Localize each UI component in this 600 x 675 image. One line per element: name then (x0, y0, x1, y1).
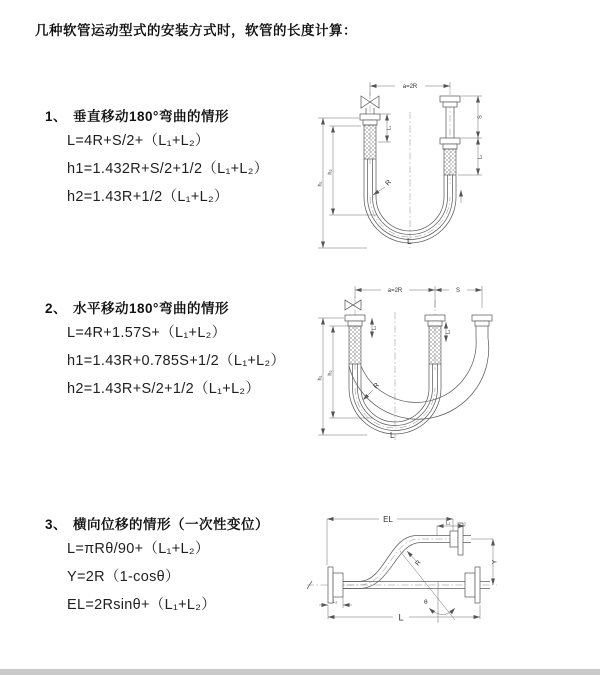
angle-construction (400, 551, 455, 623)
centerlines (355, 296, 435, 440)
dim-label-theta: θ (424, 599, 428, 606)
dim-label-r: R (372, 381, 381, 391)
formula-line: L=4R+1.57S+（L₁+L₂） (67, 325, 227, 341)
section-2 (45, 299, 285, 403)
formula-line: L=4R+S/2+（L₁+L₂） (67, 133, 210, 149)
dim-label-h2: h₂ (327, 370, 334, 376)
hose-fixed-end (360, 114, 380, 197)
page-bottom-strip (0, 669, 600, 675)
dim-label-r: R (414, 559, 423, 568)
formula-line: Y=2R（1-cosθ） (67, 569, 180, 585)
u-bend-moved (349, 338, 489, 419)
dim-label-l2: L₂ (445, 329, 452, 335)
formula-line: L=πRθ/90+（L₁+L₂） (67, 541, 210, 557)
hose-moving-end (440, 96, 461, 203)
dim-label-l1: L₁ (386, 125, 393, 131)
formula-line: h2=1.43R+1/2（L₁+L₂） (67, 189, 229, 205)
diagram-vertical-bend (315, 72, 505, 250)
dim-label-h1: h₁ (317, 375, 324, 381)
section-2-number: 2、 (45, 301, 68, 316)
dim-label-l2: L₂ (332, 599, 338, 605)
section-3-heading (45, 515, 269, 535)
diagram-lateral-displacement (305, 505, 505, 630)
section-1 (45, 107, 269, 211)
valve-icon (345, 300, 361, 310)
diagram-horizontal-bend (315, 278, 505, 445)
section-3 (45, 515, 269, 619)
dim-label-l: L (407, 236, 412, 246)
page-title: 几种软管运动型式的安装方式时，软管的长度计算： (35, 23, 357, 38)
section-3-number: 3、 (45, 517, 68, 532)
section-2-heading (45, 299, 285, 319)
dim-label-h2: h₂ (327, 169, 334, 175)
dim-label-s: S (455, 288, 461, 295)
dim-label-a2r: a=2R (402, 84, 418, 91)
formula-line: h2=1.43R+S/2+1/2（L₁+L₂） (67, 381, 261, 397)
formula-line: h1=1.432R+S/2+1/2（L₁+L₂） (67, 161, 269, 177)
hose-position-1 (425, 315, 445, 388)
dim-label-h1: h₁ (317, 181, 324, 187)
dim-label-l: L (398, 612, 404, 623)
section-1-heading (45, 107, 269, 127)
formula-line: EL=2Rsinθ+（L₁+L₂） (67, 597, 217, 613)
dim-label-y: Y (491, 559, 499, 565)
dim-label-s: S (477, 115, 484, 119)
dim-label-l2: L₂ (477, 154, 484, 160)
flange-fixed (328, 567, 343, 603)
section-1-title: 垂直移动180°弯曲的情形 (73, 109, 229, 124)
section-3-title: 横向位移的情形（一次性变位） (73, 517, 270, 532)
centerlines (370, 88, 450, 248)
dim-label-l: L (390, 431, 395, 440)
hose-position-2 (472, 315, 492, 338)
dim-label-r: R (384, 178, 393, 188)
dim-label-l1: L₁ (445, 520, 451, 527)
dimensions (319, 515, 499, 623)
section-1-number: 1、 (45, 109, 68, 124)
formula-line: h1=1.43R+0.785S+1/2（L₁+L₂） (67, 353, 286, 369)
dim-label-el: EL (383, 514, 393, 524)
dimensions (318, 82, 484, 248)
section-2-title: 水平移动180°弯曲的情形 (73, 301, 229, 316)
hose-displaced (343, 520, 471, 589)
dim-label-a2r: a=2R (387, 288, 403, 295)
dim-label-l1: L₁ (371, 325, 378, 331)
